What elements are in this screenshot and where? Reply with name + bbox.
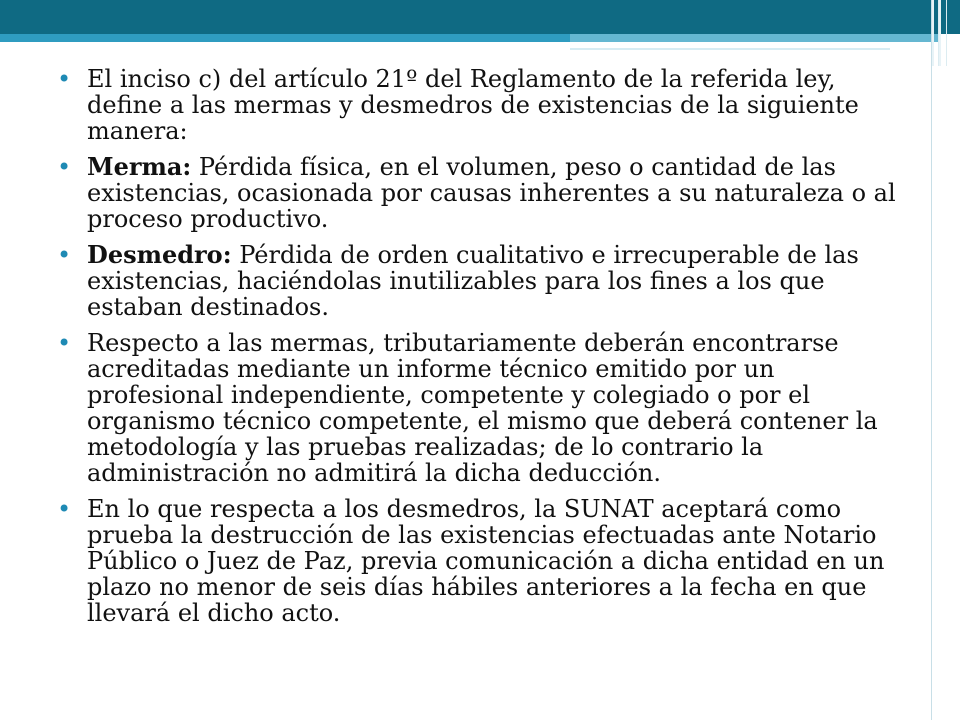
bullet-item: [57, 242, 907, 320]
bullet-item: [57, 330, 907, 486]
bullet-text: Pérdida de orden cualitativo e irrecuperable de las existencias, haciéndolas inutilizables para los fines a los que estaban destinados.: [87, 241, 859, 321]
header-accent-bar: [0, 34, 570, 42]
bullet-item: [57, 66, 907, 144]
bullet-text: En lo que respecta a los desmedros, la SUNAT aceptará como prueba la destrucción de las existencias efectuadas ante Notario Público o Juez de Paz, previa comunicación a dicha entidad en un plazo no menor de seis días hábiles anteriores a la fecha en que llevará el dicho acto.: [87, 495, 885, 627]
bullet-term: Desmedro:: [87, 240, 232, 269]
right-line-decoration: [932, 0, 934, 66]
bullet-text: El inciso c) del artículo 21º del Reglamento de la referida ley, define a las mermas y desmedros de existencias de la siguiente manera:: [87, 65, 859, 145]
right-line-decoration: [939, 0, 941, 66]
bullet-term: Merma:: [87, 152, 192, 181]
header-band: [0, 0, 960, 34]
header-thin-line: [570, 48, 890, 50]
header-accent-bar-light: [570, 34, 940, 42]
right-frame-decoration: [931, 0, 960, 720]
slide-content: [57, 66, 907, 636]
bullet-text: Pérdida física, en el volumen, peso o cantidad de las existencias, ocasionada por causas inherentes a su naturaleza o al proceso productivo.: [87, 153, 896, 233]
bullet-item: [57, 154, 907, 232]
bullet-text: Respecto a las mermas, tributariamente deberán encontrarse acreditadas mediante un informe técnico emitido por un profesional independiente, competente y colegiado o por el organismo técnico competente, el mismo que deberá contener la metodología y las pruebas realizadas; de lo contrario la administración no admitirá la dicha deducción.: [87, 329, 878, 487]
bullet-item: [57, 496, 907, 626]
